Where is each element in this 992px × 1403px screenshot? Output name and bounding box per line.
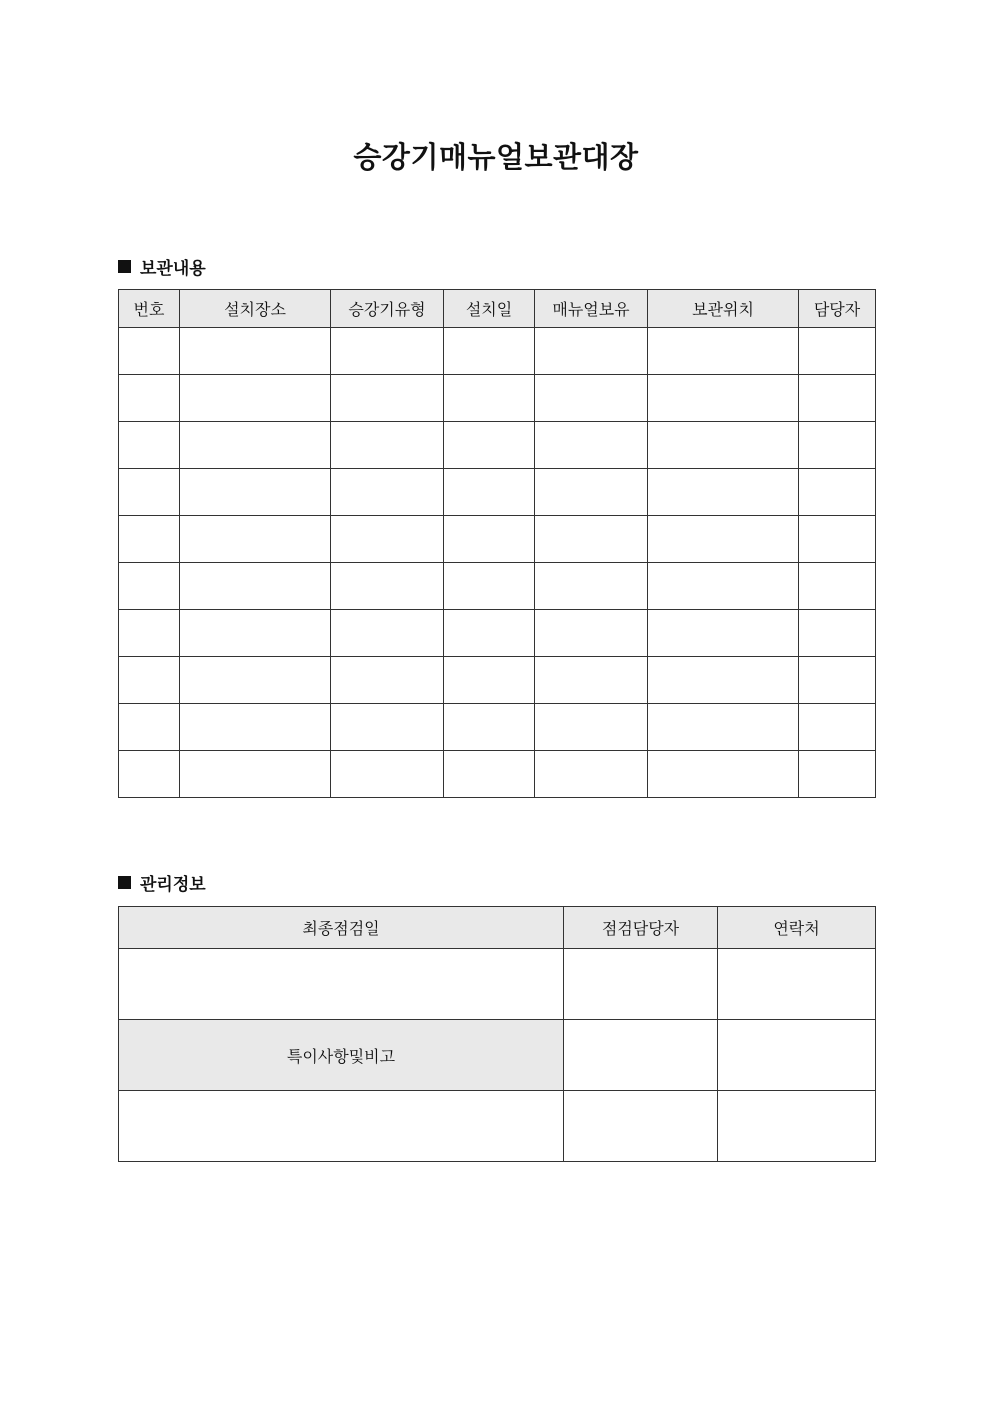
manager-cell[interactable] <box>799 704 876 751</box>
storage-table-body <box>119 328 876 798</box>
storage-table-header-row <box>119 290 876 328</box>
storage-location-cell[interactable] <box>648 422 799 469</box>
number-cell[interactable] <box>119 422 180 469</box>
document-title: 승강기매뉴얼보관대장 <box>353 140 639 174</box>
management-table <box>118 906 876 1162</box>
number-cell[interactable] <box>119 610 180 657</box>
number-cell[interactable] <box>119 704 180 751</box>
table-row <box>119 751 876 798</box>
storage-location-cell[interactable] <box>648 657 799 704</box>
install-location-cell[interactable] <box>180 469 331 516</box>
column-header-install-date: 설치일 <box>444 290 535 328</box>
manager-cell[interactable] <box>799 657 876 704</box>
elevator-type-cell[interactable] <box>331 563 444 610</box>
table-row <box>119 610 876 657</box>
elevator-type-cell[interactable] <box>331 328 444 375</box>
management-table-row <box>119 1020 876 1091</box>
management-table-row <box>119 949 876 1020</box>
management-section-heading <box>118 870 206 895</box>
install-date-cell[interactable] <box>444 328 535 375</box>
storage-table <box>118 289 876 798</box>
remarks-label: 특이사항및비고 <box>119 1020 564 1091</box>
install-date-cell[interactable] <box>444 563 535 610</box>
table-row <box>119 375 876 422</box>
install-date-cell[interactable] <box>444 657 535 704</box>
number-cell[interactable] <box>119 375 180 422</box>
elevator-type-cell[interactable] <box>331 516 444 563</box>
elevator-type-cell[interactable] <box>331 469 444 516</box>
remarks-cell[interactable] <box>119 1091 564 1162</box>
manual-owned-cell[interactable] <box>535 704 648 751</box>
elevator-type-cell[interactable] <box>331 610 444 657</box>
table-row <box>119 422 876 469</box>
manager-cell[interactable] <box>799 328 876 375</box>
contact-cell[interactable] <box>718 1020 876 1091</box>
storage-location-cell[interactable] <box>648 751 799 798</box>
inspector-cell[interactable] <box>564 1091 718 1162</box>
install-location-cell[interactable] <box>180 422 331 469</box>
storage-location-cell[interactable] <box>648 516 799 563</box>
manager-cell[interactable] <box>799 516 876 563</box>
last-inspection-date-cell[interactable] <box>119 949 564 1020</box>
install-location-cell[interactable] <box>180 704 331 751</box>
storage-location-cell[interactable] <box>648 563 799 610</box>
inspector-cell[interactable] <box>564 949 718 1020</box>
manager-cell[interactable] <box>799 751 876 798</box>
install-date-cell[interactable] <box>444 375 535 422</box>
contact-cell[interactable] <box>718 949 876 1020</box>
elevator-type-cell[interactable] <box>331 657 444 704</box>
manager-cell[interactable] <box>799 375 876 422</box>
elevator-type-cell[interactable] <box>331 422 444 469</box>
table-row <box>119 704 876 751</box>
table-row <box>119 516 876 563</box>
install-date-cell[interactable] <box>444 610 535 657</box>
square-bullet-icon <box>118 260 131 273</box>
column-header-manual-owned: 매뉴얼보유 <box>535 290 648 328</box>
storage-section-title: 보관내용 <box>140 259 206 279</box>
column-header-last-inspection-date: 최종점검일 <box>119 907 564 949</box>
manual-owned-cell[interactable] <box>535 328 648 375</box>
elevator-type-cell[interactable] <box>331 751 444 798</box>
manager-cell[interactable] <box>799 422 876 469</box>
column-header-contact: 연락처 <box>718 907 876 949</box>
storage-location-cell[interactable] <box>648 610 799 657</box>
number-cell[interactable] <box>119 469 180 516</box>
column-header-inspector: 점검담당자 <box>564 907 718 949</box>
number-cell[interactable] <box>119 328 180 375</box>
inspector-cell[interactable] <box>564 1020 718 1091</box>
storage-location-cell[interactable] <box>648 375 799 422</box>
manual-owned-cell[interactable] <box>535 563 648 610</box>
install-date-cell[interactable] <box>444 751 535 798</box>
number-cell[interactable] <box>119 657 180 704</box>
contact-cell[interactable] <box>718 1091 876 1162</box>
management-section-title: 관리정보 <box>140 875 206 895</box>
storage-location-cell[interactable] <box>648 469 799 516</box>
table-row <box>119 328 876 375</box>
storage-location-cell[interactable] <box>648 328 799 375</box>
square-bullet-icon <box>118 876 131 889</box>
manager-cell[interactable] <box>799 469 876 516</box>
elevator-type-cell[interactable] <box>331 375 444 422</box>
install-location-cell[interactable] <box>180 375 331 422</box>
manual-owned-cell[interactable] <box>535 657 648 704</box>
table-row <box>119 469 876 516</box>
install-date-cell[interactable] <box>444 704 535 751</box>
manual-owned-cell[interactable] <box>535 375 648 422</box>
number-cell[interactable] <box>119 563 180 610</box>
install-location-cell[interactable] <box>180 563 331 610</box>
install-location-cell[interactable] <box>180 328 331 375</box>
manual-owned-cell[interactable] <box>535 422 648 469</box>
number-cell[interactable] <box>119 516 180 563</box>
install-location-cell[interactable] <box>180 657 331 704</box>
install-location-cell[interactable] <box>180 610 331 657</box>
table-row <box>119 657 876 704</box>
elevator-type-cell[interactable] <box>331 704 444 751</box>
column-header-install-location: 설치장소 <box>180 290 331 328</box>
manager-cell[interactable] <box>799 610 876 657</box>
manual-owned-cell[interactable] <box>535 516 648 563</box>
install-location-cell[interactable] <box>180 751 331 798</box>
manual-owned-cell[interactable] <box>535 610 648 657</box>
column-header-storage-location: 보관위치 <box>648 290 799 328</box>
number-cell[interactable] <box>119 751 180 798</box>
manual-owned-cell[interactable] <box>535 469 648 516</box>
install-date-cell[interactable] <box>444 469 535 516</box>
install-location-cell[interactable] <box>180 516 331 563</box>
management-table-row <box>119 1091 876 1162</box>
storage-section-heading <box>118 254 206 279</box>
install-date-cell[interactable] <box>444 516 535 563</box>
column-header-number: 번호 <box>119 290 180 328</box>
install-date-cell[interactable] <box>444 422 535 469</box>
column-header-elevator-type: 승강기유형 <box>331 290 444 328</box>
manual-owned-cell[interactable] <box>535 751 648 798</box>
column-header-manager: 담당자 <box>799 290 876 328</box>
manager-cell[interactable] <box>799 563 876 610</box>
storage-location-cell[interactable] <box>648 704 799 751</box>
table-row <box>119 563 876 610</box>
management-table-header-row <box>119 907 876 949</box>
